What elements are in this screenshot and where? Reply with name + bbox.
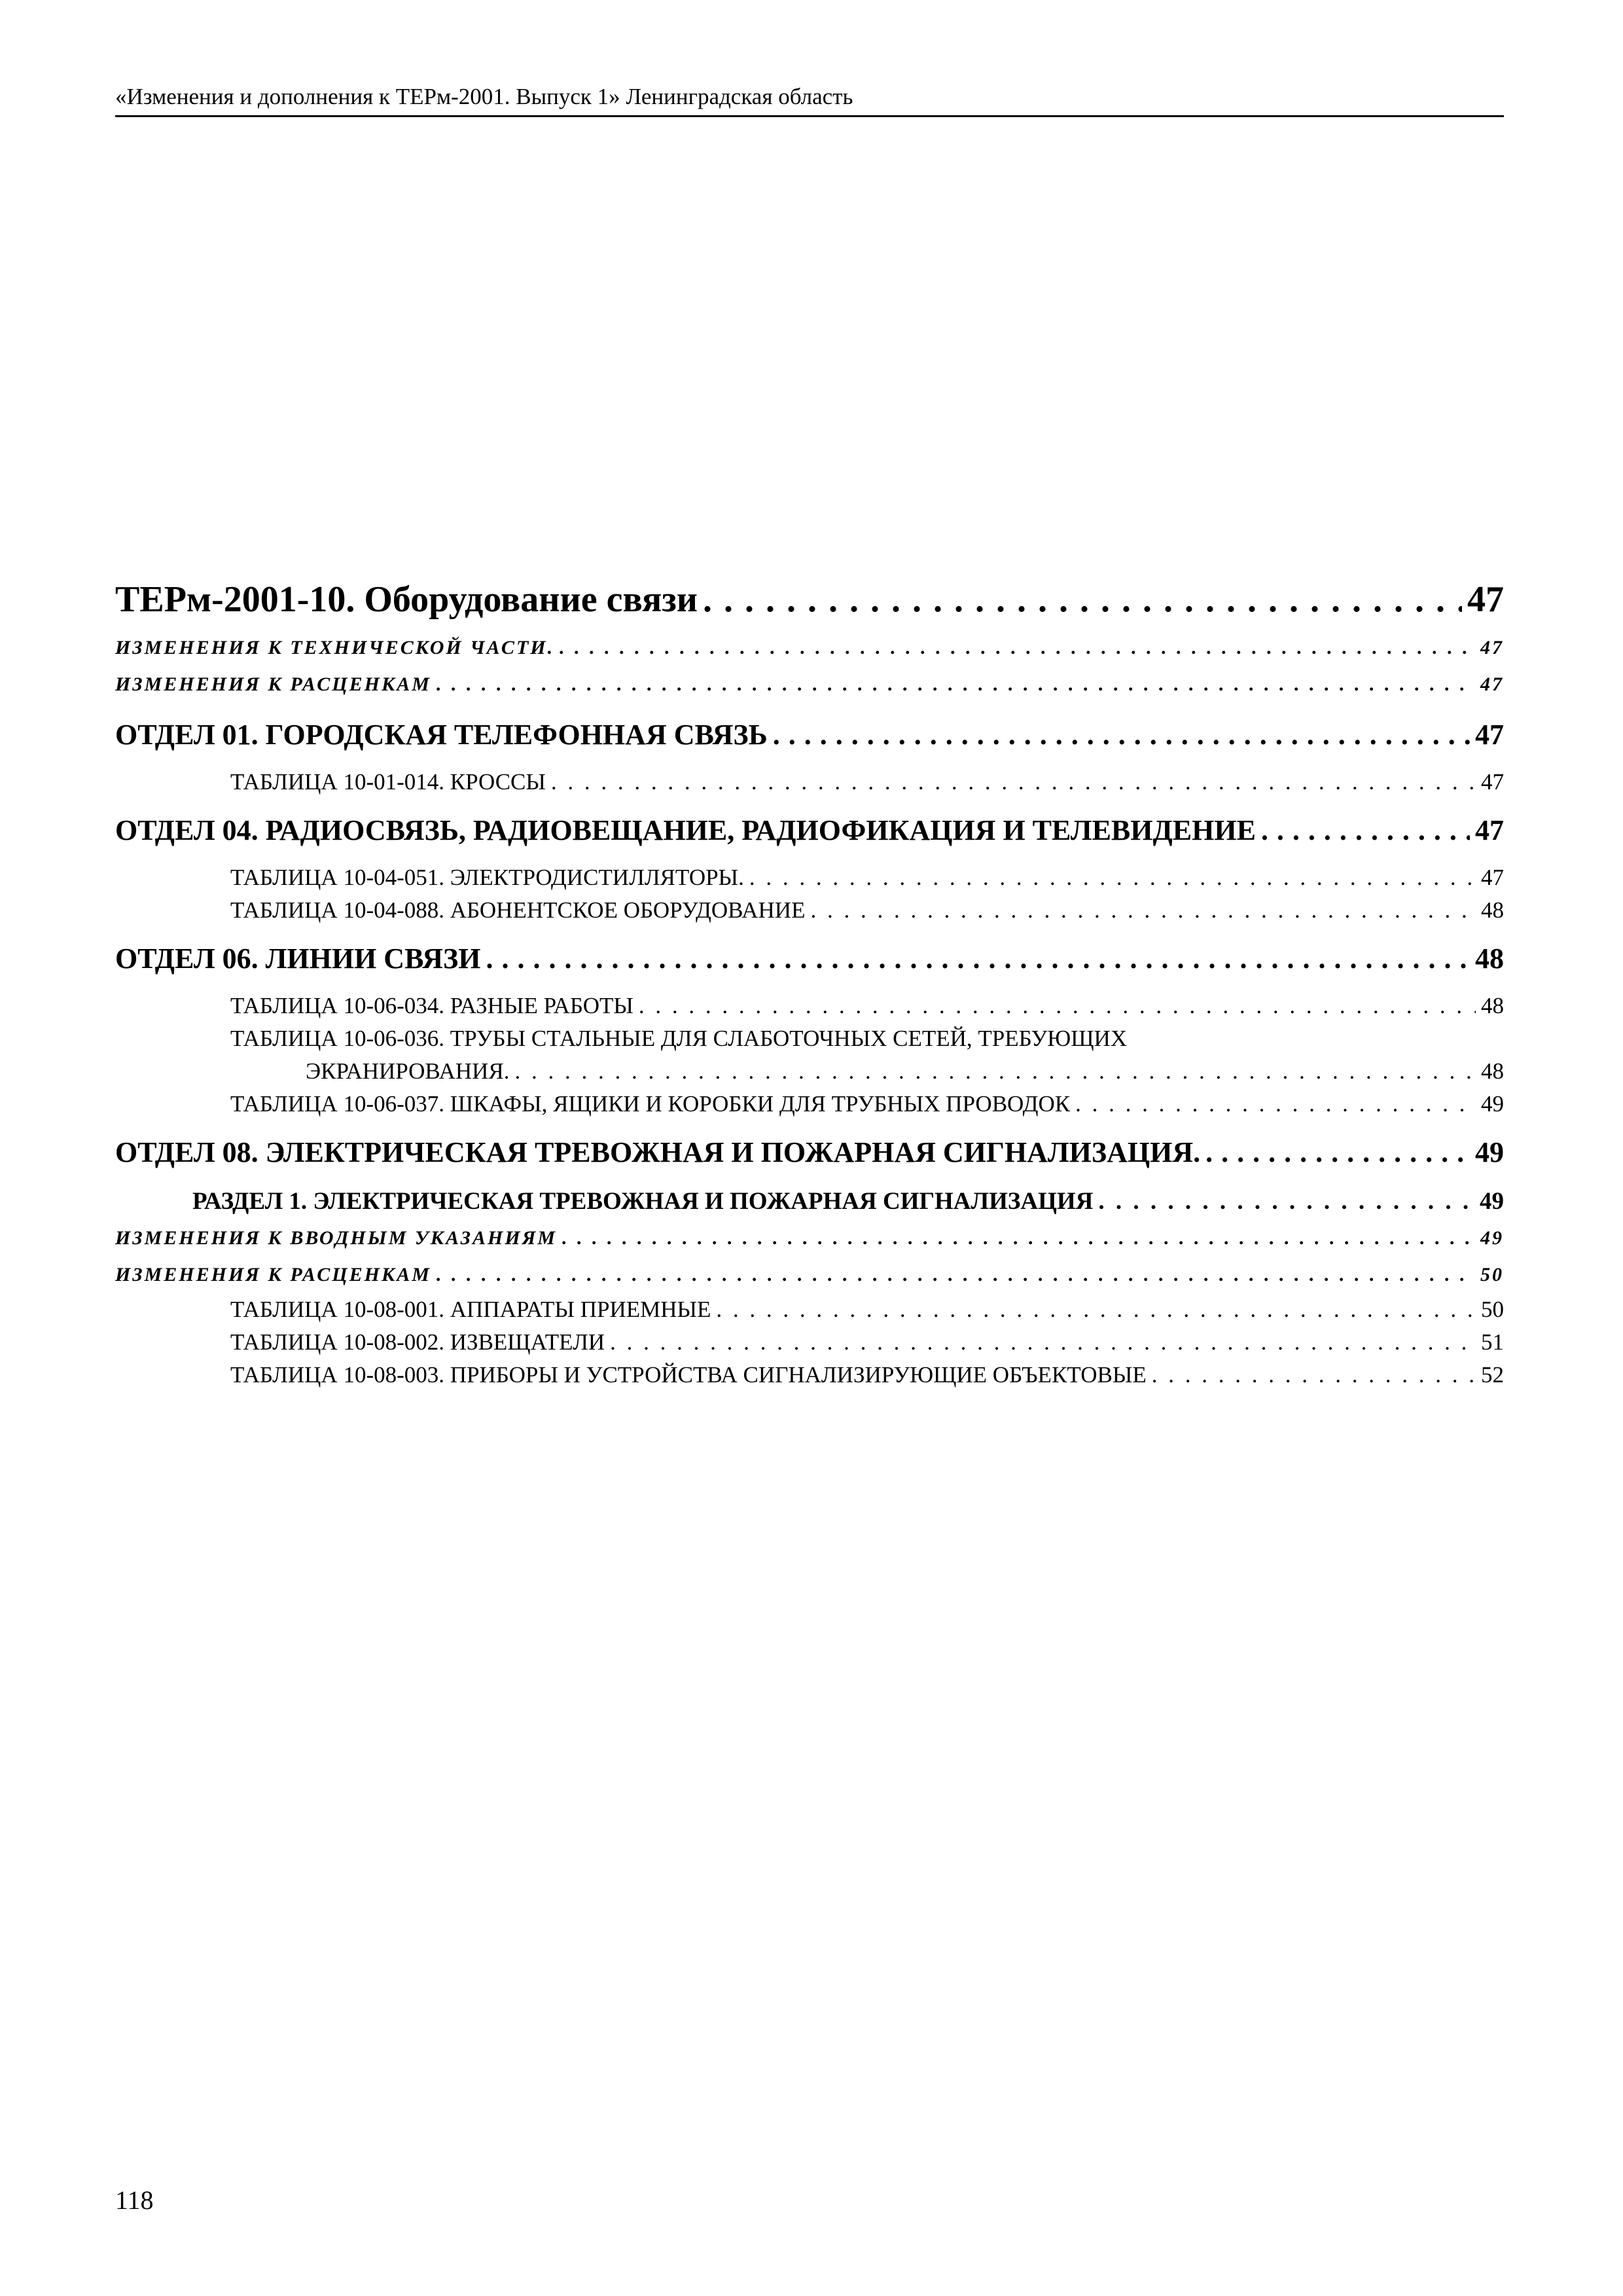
toc-dept08-entry[interactable] — [115, 1130, 1504, 1175]
toc-page-number: 49 — [1480, 1227, 1504, 1249]
toc-rate-changes-entry[interactable] — [115, 1257, 1504, 1293]
dot-leader — [515, 1055, 1476, 1088]
toc-dept-label: ОТДЕЛ 08. ЭЛЕКТРИЧЕСКАЯ ТРЕВОЖНАЯ И ПОЖАРНАЯ СИГНАЛИЗАЦИЯ. — [115, 1136, 1201, 1168]
toc-section-label: РАЗДЕЛ 1. ЭЛЕКТРИЧЕСКАЯ ТРЕВОЖНАЯ И ПОЖАРНАЯ СИГНАЛИЗАЦИЯ — [192, 1188, 1094, 1215]
toc-table-entry[interactable] — [115, 861, 1504, 894]
dot-leader — [716, 1293, 1476, 1326]
dot-leader — [1098, 1183, 1474, 1220]
toc-page-number: 47 — [1480, 673, 1504, 695]
toc-page-number: 50 — [1480, 1264, 1504, 1285]
toc-table-label-line2: ЭКРАНИРОВАНИЯ. — [306, 1058, 510, 1084]
table-of-contents — [115, 569, 1504, 1391]
toc-entry-label: ИЗМЕНЕНИЯ К РАСЦЕНКАМ — [115, 673, 431, 695]
toc-table-entry[interactable] — [115, 1088, 1504, 1121]
toc-dept04-entry[interactable] — [115, 808, 1504, 853]
dot-leader — [1205, 1130, 1470, 1175]
dot-leader — [773, 712, 1470, 758]
toc-table-label: ТАБЛИЦА 10-04-051. ЭЛЕКТРОДИСТИЛЛЯТОРЫ. — [230, 865, 744, 890]
toc-dept01-entry[interactable] — [115, 712, 1504, 758]
toc-table-label: ТАБЛИЦА 10-08-002. ИЗВЕЩАТЕЛИ — [230, 1329, 605, 1355]
toc-page-number: 47 — [1481, 865, 1504, 890]
toc-page-number: 49 — [1475, 1136, 1504, 1168]
dot-leader — [703, 569, 1462, 630]
toc-table-entry[interactable] — [115, 1326, 1504, 1359]
toc-page-number: 48 — [1481, 993, 1504, 1018]
dot-leader — [562, 1220, 1475, 1257]
toc-page-number: 48 — [1481, 897, 1504, 923]
toc-dept-label: ОТДЕЛ 04. РАДИОСВЯЗЬ, РАДИОВЕЩАНИЕ, РАДИОФИКАЦИЯ И ТЕЛЕВИДЕНИЕ — [115, 814, 1256, 846]
toc-table-entry[interactable] — [115, 990, 1504, 1022]
toc-page-number: 51 — [1481, 1329, 1504, 1355]
toc-title-entry[interactable] — [115, 569, 1504, 630]
toc-page-number: 47 — [1475, 814, 1504, 846]
toc-page-number: 47 — [1481, 769, 1504, 795]
toc-rate-changes-entry[interactable] — [115, 666, 1504, 703]
toc-table-entry[interactable] — [115, 1293, 1504, 1326]
dot-leader — [551, 766, 1476, 798]
toc-table-entry-wrapped[interactable] — [115, 1022, 1504, 1088]
toc-table-label: ТАБЛИЦА 10-01-014. КРОССЫ — [230, 769, 546, 795]
dot-leader — [610, 1326, 1476, 1359]
dot-leader — [560, 630, 1475, 666]
toc-table-entry[interactable] — [115, 894, 1504, 927]
toc-entry-label: ИЗМЕНЕНИЯ К РАСЦЕНКАМ — [115, 1264, 431, 1285]
toc-page-number: 52 — [1481, 1362, 1504, 1388]
dot-leader — [1075, 1088, 1476, 1121]
toc-page-number: 49 — [1481, 1091, 1504, 1117]
toc-table-label: ТАБЛИЦА 10-06-037. ШКАФЫ, ЯЩИКИ И КОРОБКИ ДЛЯ ТРУБНЫХ ПРОВОДОК — [230, 1091, 1071, 1117]
toc-page-number: 49 — [1480, 1188, 1504, 1215]
toc-table-label-line2-row — [230, 1055, 1504, 1088]
toc-entry-label: ИЗМЕНЕНИЯ К ВВОДНЫМ УКАЗАНИЯМ — [115, 1227, 558, 1249]
dot-leader — [639, 990, 1476, 1022]
dot-leader — [749, 861, 1476, 894]
page-number: 118 — [115, 2185, 154, 2215]
toc-page-number: 48 — [1481, 1058, 1504, 1084]
toc-dept-label: ОТДЕЛ 06. ЛИНИИ СВЯЗИ — [115, 942, 481, 975]
toc-table-label: ТАБЛИЦА 10-08-003. ПРИБОРЫ И УСТРОЙСТВА СИГНАЛИЗИРУЮЩИЕ ОБЪЕКТОВЫЕ — [230, 1362, 1147, 1388]
toc-table-entry[interactable] — [115, 1359, 1504, 1391]
toc-table-label-line1: ТАБЛИЦА 10-06-036. ТРУБЫ СТАЛЬНЫЕ ДЛЯ СЛАБОТОЧНЫХ СЕТЕЙ, ТРЕБУЮЩИХ — [230, 1026, 1128, 1051]
toc-table-label: ТАБЛИЦА 10-04-088. АБОНЕНТСКОЕ ОБОРУДОВАНИЕ — [230, 897, 806, 923]
toc-entry-label: ИЗМЕНЕНИЯ К ТЕХНИЧЕСКОЙ ЧАСТИ. — [115, 637, 555, 658]
toc-page-number: 50 — [1481, 1297, 1504, 1322]
dot-leader — [810, 894, 1476, 927]
running-header: «Изменения и дополнения к ТЕРм-2001. Выпуск 1» Ленинградская область — [115, 84, 1504, 117]
toc-page-number: 47 — [1480, 637, 1504, 658]
toc-tech-changes-entry[interactable] — [115, 630, 1504, 666]
toc-section-entry[interactable] — [115, 1183, 1504, 1220]
toc-table-label: ТАБЛИЦА 10-08-001. АППАРАТЫ ПРИЕМНЫЕ — [230, 1297, 711, 1322]
toc-intro-changes-entry[interactable] — [115, 1220, 1504, 1257]
dot-leader — [486, 936, 1470, 982]
toc-dept-label: ОТДЕЛ 01. ГОРОДСКАЯ ТЕЛЕФОННАЯ СВЯЗЬ — [115, 719, 768, 751]
dot-leader — [1152, 1359, 1476, 1391]
toc-title-label: ТЕРм-2001-10. Оборудование связи — [115, 579, 698, 620]
toc-table-label: ТАБЛИЦА 10-06-034. РАЗНЫЕ РАБОТЫ — [230, 993, 633, 1018]
dot-leader — [1261, 808, 1470, 853]
toc-page-number: 48 — [1475, 942, 1504, 975]
toc-dept06-entry[interactable] — [115, 936, 1504, 982]
dot-leader — [437, 1257, 1475, 1293]
dot-leader — [437, 666, 1475, 703]
toc-page-number: 47 — [1475, 719, 1504, 751]
toc-table-entry[interactable] — [115, 766, 1504, 798]
toc-page-number: 47 — [1467, 579, 1504, 620]
